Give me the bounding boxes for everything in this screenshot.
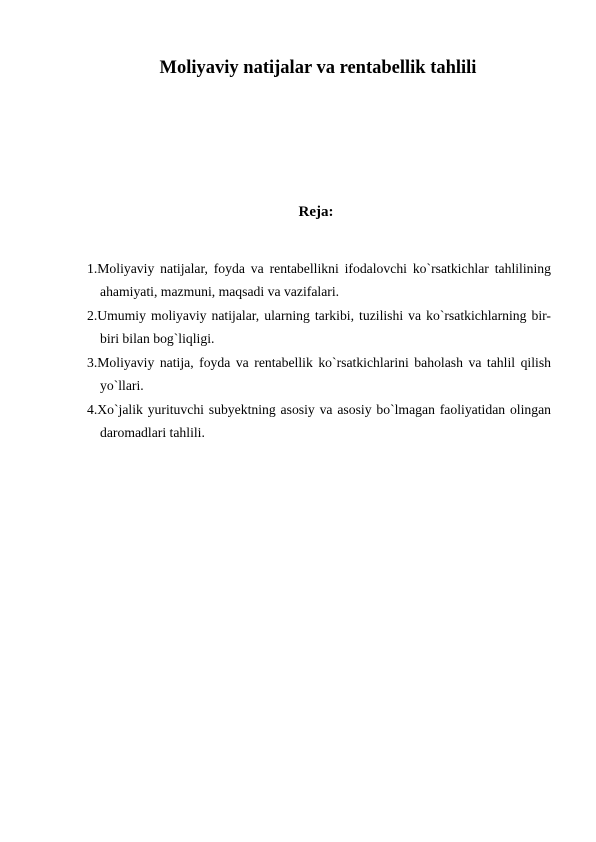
plan-item: 1.Moliyaviy natijalar, foyda va rentabellikni ifodalovchi ko`rsatkichlar tahlilining ahamiyati, mazmuni, maqsadi va vazifalari.	[87, 261, 551, 299]
plan-item: 4.Xo`jalik yurituvchi subyektning asosiy va asosiy bo`lmagan faoliyatidan olingan daromadlari tahlili.	[87, 402, 551, 440]
plan-list	[87, 258, 551, 446]
document-title: Moliyaviy natijalar va rentabellik tahlili	[159, 58, 477, 78]
plan-item: 3.Moliyaviy natija, foyda va rentabellik ko`rsatkichlarini baholash va tahlil qilish yo`llari.	[87, 355, 551, 393]
plan-item: 2.Umumiy moliyaviy natijalar, ularning tarkibi, tuzilishi va ko`rsatkichlarning bir-biri bilan bog`liqligi.	[87, 308, 551, 346]
plan-heading: Reja:	[298, 204, 334, 220]
